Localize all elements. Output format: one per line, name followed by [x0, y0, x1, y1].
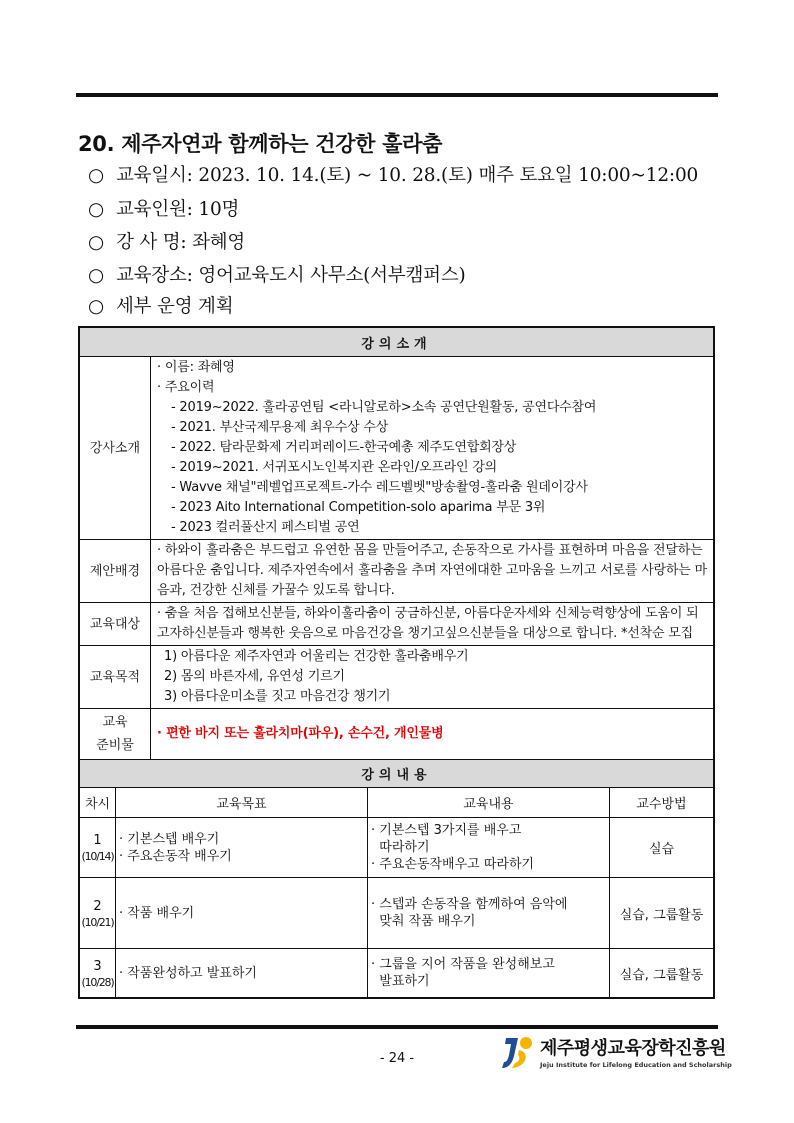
instructor-name: · 이름: 좌혜영 — [157, 360, 235, 375]
col-goal: 교육목표 — [116, 788, 368, 817]
col-content: 교육내용 — [368, 788, 610, 817]
circle-bullet-icon: ○ — [88, 296, 104, 317]
career-item: - 2022. 탐라문화제 거리퍼레이드-한국예총 제주도연합회장상 — [171, 440, 517, 455]
bullet-capacity: ○ 교육인원: 10명 — [88, 199, 240, 220]
prep-text: · 편한 바지 또는 훌라치마(파우), 손수건, 개인물병 — [157, 726, 444, 741]
career-item: - 2021. 부산국제무용제 최우수상 수상 — [171, 420, 389, 435]
career-item: - Wavve 채널"레벨업프로젝트-가수 레드벨벳"방송촬영-훌라춤 원데이강사 — [171, 480, 588, 495]
session-number: 1 (10/14) — [80, 818, 116, 877]
session-method: 실습, 그룹활동 — [619, 907, 704, 923]
prep-row — [80, 708, 713, 759]
page-number: - 24 - — [379, 1051, 415, 1066]
session-method: 실습 — [648, 842, 675, 857]
circle-bullet-icon: ○ — [88, 232, 104, 253]
org-name: 제주평생교육장학진흥원 — [540, 1038, 726, 1059]
goals-row — [80, 645, 713, 708]
career-heading: · 주요이력 — [157, 380, 215, 395]
org-english-name: Jeju Institute for Lifelong Education and Scholarship — [540, 1061, 732, 1069]
bottom-rule — [76, 1025, 718, 1029]
background-row — [80, 539, 713, 602]
top-rule — [76, 93, 718, 97]
goals-label: 교육목적 — [80, 646, 151, 708]
target-label: 교육대상 — [80, 603, 151, 645]
instructor-content — [151, 357, 713, 539]
session-goals: · 기본스텝 배우기 · 주요손동작 배우기 — [116, 818, 368, 877]
prep-label: 교육 준비물 — [80, 709, 151, 759]
instructor-row — [80, 356, 713, 539]
goals-content — [151, 646, 713, 708]
institute-logo-icon — [500, 1034, 536, 1072]
session-row-2 — [80, 877, 713, 948]
content-header: 강의내용 — [80, 759, 713, 787]
bullet-schedule: ○ 교육일시: 2023. 10. 14.(토) ~ 10. 28.(토) 매주 토요일 10:00~12:00 — [88, 165, 699, 186]
career-item: - 2019~2021. 서귀포시노인복지관 온라인/오프라인 강의 — [171, 460, 498, 475]
background-text: · 하와이 훌라춤은 부드럽고 유연한 몸을 만들어주고, 손동작으로 가사를 표현하며 마음을 전달하는 아름다운 춤입니다. 제주자연속에서 훌라춤을 추며 자연에대한 고마움을 느끼고 서로를 사랑하는 마음과, 건강한 신체를 가꿀수 있도록 합니다. — [157, 543, 707, 598]
session-content: · 그룹을 지어 작품을 완성해보고 발표하기 — [368, 949, 610, 997]
plan-table — [78, 326, 715, 999]
session-goals: · 작품 배우기 — [116, 878, 368, 948]
col-method: 교수방법 — [636, 797, 687, 812]
career-item: - 2023 Aito International Competition-solo aparima 부문 3위 — [171, 500, 546, 515]
prep-content — [151, 709, 713, 759]
circle-bullet-icon: ○ — [88, 199, 104, 220]
col-session: 차시 — [80, 788, 116, 817]
instructor-label: 강사소개 — [80, 357, 151, 539]
intro-header: 강의소개 — [80, 328, 713, 356]
section-title: 20. 제주자연과 함께하는 건강한 훌라춤 — [78, 132, 443, 156]
target-text: · 춤을 처음 접해보신분들, 하와이훌라춤이 궁금하신분, 아름다운자세와 신체능력향상에 도움이 되고자하신분들과 행복한 웃음으로 마음건강을 챙기고싶으신분들을 대상으로 합니다. *선착순 모집 — [157, 606, 699, 641]
career-item: - 2019~2022. 훌라공연팀 <라니알로하>소속 공연단원활동, 공연다수참여 — [171, 400, 597, 415]
goal-item: 3) 아름다운미소를 짓고 마음건강 챙기기 — [164, 689, 391, 704]
background-label: 제안배경 — [80, 540, 151, 602]
session-content: · 기본스텝 3가지를 배우고 따라하기 · 주요손동작배우고 따라하기 — [368, 818, 610, 877]
session-content: · 스텝과 손동작을 함께하여 음악에 맞춰 작품 배우기 — [368, 878, 610, 948]
circle-bullet-icon: ○ — [88, 265, 104, 286]
circle-bullet-icon: ○ — [88, 165, 104, 186]
bullet-plan: ○ 세부 운영 계획 — [88, 296, 234, 317]
bullet-location: ○ 교육장소: 영어교육도시 사무소(서부캠퍼스) — [88, 265, 466, 286]
session-number: 3 (10/28) — [80, 949, 116, 997]
goal-item: 1) 아름다운 제주자연과 어울리는 건강한 훌라춤배우기 — [164, 649, 469, 664]
column-header-row — [80, 787, 713, 817]
session-goals: · 작품완성하고 발표하기 — [116, 949, 368, 997]
bullet-instructor: ○ 강 사 명: 좌혜영 — [88, 232, 246, 253]
target-row — [80, 602, 713, 645]
session-number: 2 (10/21) — [80, 878, 116, 948]
session-row-1 — [80, 817, 713, 877]
goal-item: 2) 몸의 바른자세, 유연성 기르기 — [164, 669, 345, 684]
session-row-3 — [80, 948, 713, 997]
career-item: - 2023 컬러풀산지 페스티벌 공연 — [171, 520, 360, 535]
session-method: 실습, 그룹활동 — [619, 967, 704, 983]
